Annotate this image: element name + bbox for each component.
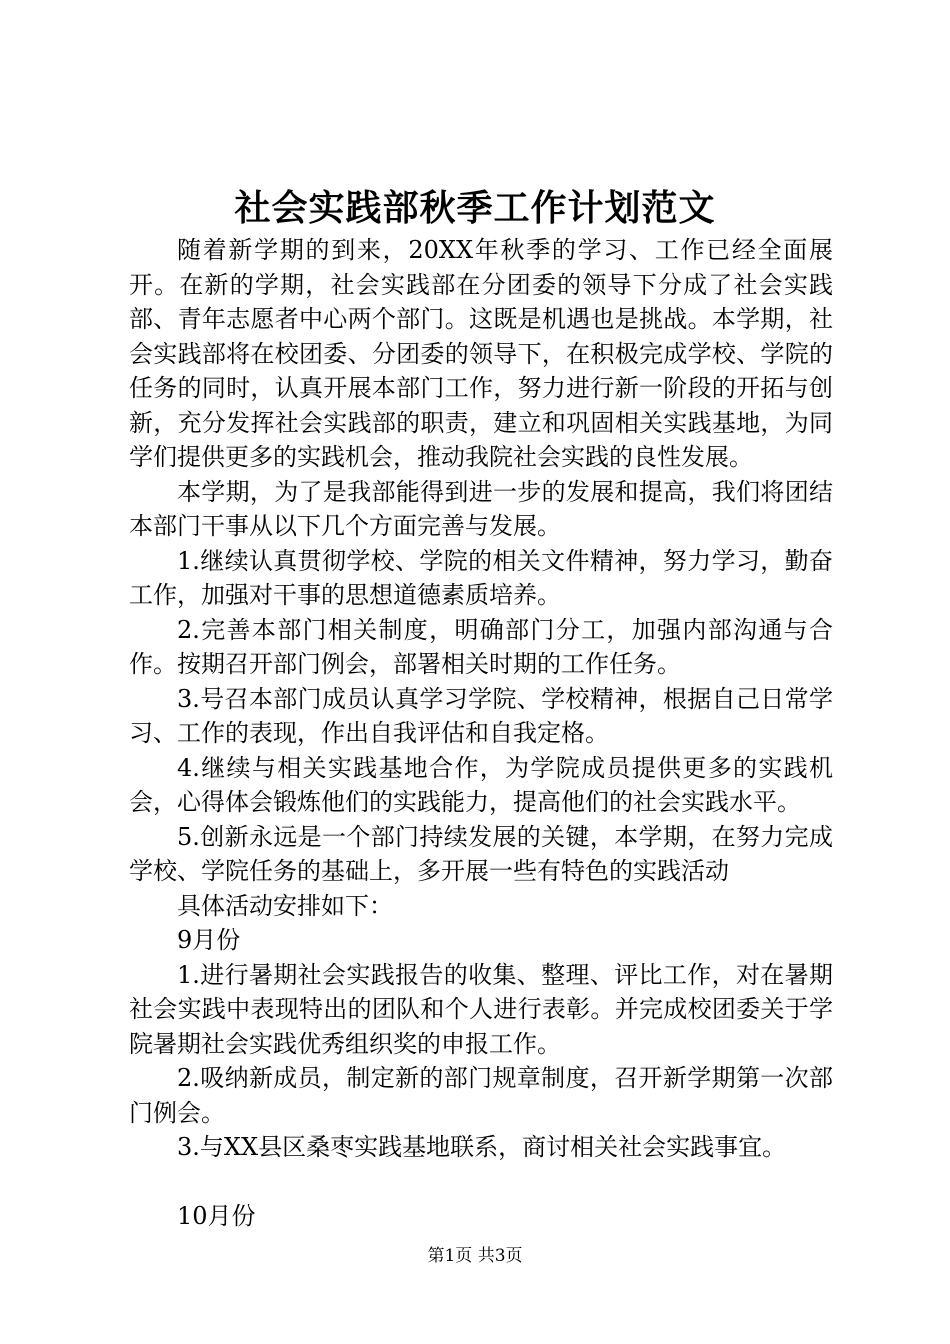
paragraph-item-3: 3.号召本部门成员认真学习学院、学校精神，根据自己日常学习、工作的表现，作出自我评估和自我定格。 (129, 684, 833, 747)
document-body (129, 233, 833, 1233)
paragraph-item-1: 1.继续认真贯彻学校、学院的相关文件精神，努力学习，勤奋工作，加强对干事的思想道德素质培养。 (129, 546, 833, 609)
paragraph-sep-item-3: 3.与XX县区桑枣实践基地联系，商讨相关社会实践事宜。 (177, 1133, 787, 1161)
paragraph-goal: 本学期，为了是我部能得到进一步的发展和提高，我们将团结本部门干事从以下几个方面完善与发展。 (129, 477, 833, 540)
paragraph-item-4: 4.继续与相关实践基地合作，为学院成员提供更多的实践机会，心得体会锻炼他们的实践能力，提高他们的社会实践水平。 (129, 753, 833, 816)
page-footer: 第1页 共3页 (427, 1246, 523, 1266)
document-title: 社会实践部秋季工作计划范文 (234, 187, 716, 229)
heading-october: 10月份 (177, 1201, 256, 1230)
paragraph-schedule-intro: 具体活动安排如下： (177, 891, 393, 920)
paragraph-sep-item-2: 2.吸纳新成员，制定新的部门规章制度，召开新学期第一次部门例会。 (129, 1064, 833, 1127)
paragraph-item-2: 2.完善本部门相关制度，明确部门分工，加强内部沟通与合作。按期召开部门例会，部署相关时期的工作任务。 (129, 615, 833, 678)
paragraph-intro: 随着新学期的到来，20XX年秋季的学习、工作已经全面展开。在新的学期，社会实践部在分团委的领导下分成了社会实践部、青年志愿者中心两个部门。这既是机遇也是挑战。本学期，社会实践部将在校团委、分团委的领导下，在积极完成学校、学院的任务的同时，认真开展本部门工作，努力进行新一阶段的开拓与创新，充分发挥社会实践部的职责，建立和巩固相关实践基地，为同学们提供更多的实践机会，推动我院社会实践的良性发展。 (129, 236, 833, 471)
heading-september: 9月份 (177, 926, 241, 954)
paragraph-item-5: 5.创新永远是一个部门持续发展的关键，本学期，在努力完成学校、学院任务的基础上，多开展一些有特色的实践活动 (129, 822, 833, 885)
paragraph-sep-item-1: 1.进行暑期社会实践报告的收集、整理、评比工作，对在暑期社会实践中表现特出的团队和个人进行表彰。并完成校团委关于学院暑期社会实践优秀组织奖的申报工作。 (129, 960, 833, 1058)
